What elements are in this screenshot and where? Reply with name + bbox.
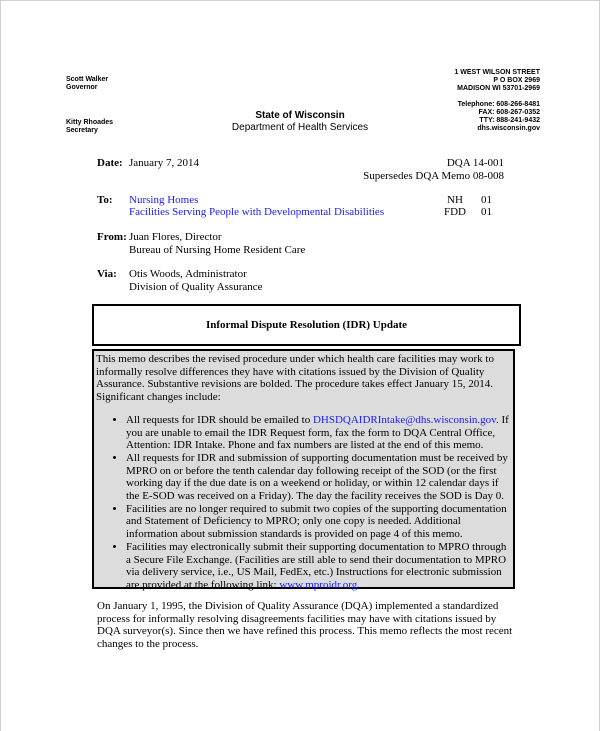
recipient-code: FDD [444,206,467,218]
secretary-name: Kitty Rhoades [66,119,114,126]
via-line: Otis Woods, Administrator [129,268,247,280]
list-item: • Facilities are no longer required to submit two copies of the supporting documentation and Statement of Deficiency to MPRO; only one copy is needed. Additional information about submission standards is provided on page 4 of this memo. [126,503,511,541]
summary-box [92,349,515,589]
text: All requests for IDR should be emailed to [126,413,313,426]
to-label: To: [97,194,113,206]
email-link[interactable]: DHSDQAIDRIntake@dhs.wisconsin.gov [312,413,496,426]
address-line: P O BOX 2969 [493,77,540,84]
from-label: From: [97,231,127,243]
via-label: Via: [97,268,117,280]
address-block [454,69,540,93]
governor-block [66,76,108,92]
from-line: Juan Flores, Director [129,231,222,243]
telephone: Telephone: 608-266-8481 [457,101,540,108]
supersedes: Supersedes DQA Memo 08-008 [363,170,504,182]
contact-block [458,101,540,133]
text: . If you are unable to email the IDR Request form, fax the form to DQA Central Office, Attention: IDR Intake. Phone and fax numbers are listed at the end of this memo. [126,413,509,452]
address-line: MADISON WI 53701-2969 [457,85,540,92]
memo-title: Informal Dispute Resolution (IDR) Update [92,304,521,346]
changes-list [96,414,511,592]
state-name: State of Wisconsin [255,110,345,121]
fax: FAX: 608-267-0352 [478,109,540,116]
text: Facilities may electronically submit their supporting documentation to MPRO through a Secure File Exchange. (Facilities are still able to send their documentation to MPRO via delivery service, i.e., US Mail, FedEx, etc.) Instructions for electronic submission are provided at the following link: [126,540,507,591]
tty: TTY: 888-241-9432 [479,117,540,124]
recipient[interactable]: Nursing Homes [129,194,199,206]
recipient-num: 01 [481,206,492,218]
summary-intro: This memo describes the revised procedure under which health care facilities may work to informally resolve differences they have with citations issued by the Division of Quality Assurance. Substantive revisions are bolded. The procedure takes effect January 15, 2014. Significant changes include: [96,353,494,404]
governor-name: Scott Walker [66,76,109,83]
list-item [126,414,511,452]
secretary-block [66,119,113,135]
from-block [129,231,305,256]
mproidr-link[interactable]: www.mproidr.org [279,578,358,591]
address-line: 1 WEST WILSON STREET [454,69,540,76]
via-line: Division of Quality Assurance [129,280,263,293]
list-item [126,541,511,592]
list-item: • All requests for IDR and submission of supporting documentation must be received by MPRO on or before the tenth calendar day following receipt of the SOD (or the first working day if the due date is on a weekend or holiday, or within 12 calendar days if the E-SOD was received on a Friday). The day the facility receives the SOD is Day 0. [126,452,511,503]
text: . [357,578,361,591]
via-block [129,268,263,293]
recipient-num: 01 [481,194,492,206]
memo-number: DQA 14-001 [446,157,504,169]
department-name: Department of Health Services [231,122,369,133]
date-value: January 7, 2014 [129,157,199,169]
recipient-code: NH [447,194,463,206]
secretary-title: Secretary [66,127,98,134]
from-line: Bureau of Nursing Home Resident Care [129,243,306,256]
date-label: Date: [97,157,123,169]
body-paragraph: On January 1, 1995, the Division of Quality Assurance (DQA) implemented a standardized process for informally resolving disagreements facilities may have with citations issued by DQA surveyor(s). Since then we have refined this process. This memo reflects the most recent changes to the process. [97,600,513,651]
governor-title: Governor [66,84,98,91]
recipient[interactable]: Facilities Serving People with Developmental Disabilities [129,206,385,218]
website[interactable]: dhs.wisconsin.gov [477,125,540,132]
agency-heading [200,110,400,134]
